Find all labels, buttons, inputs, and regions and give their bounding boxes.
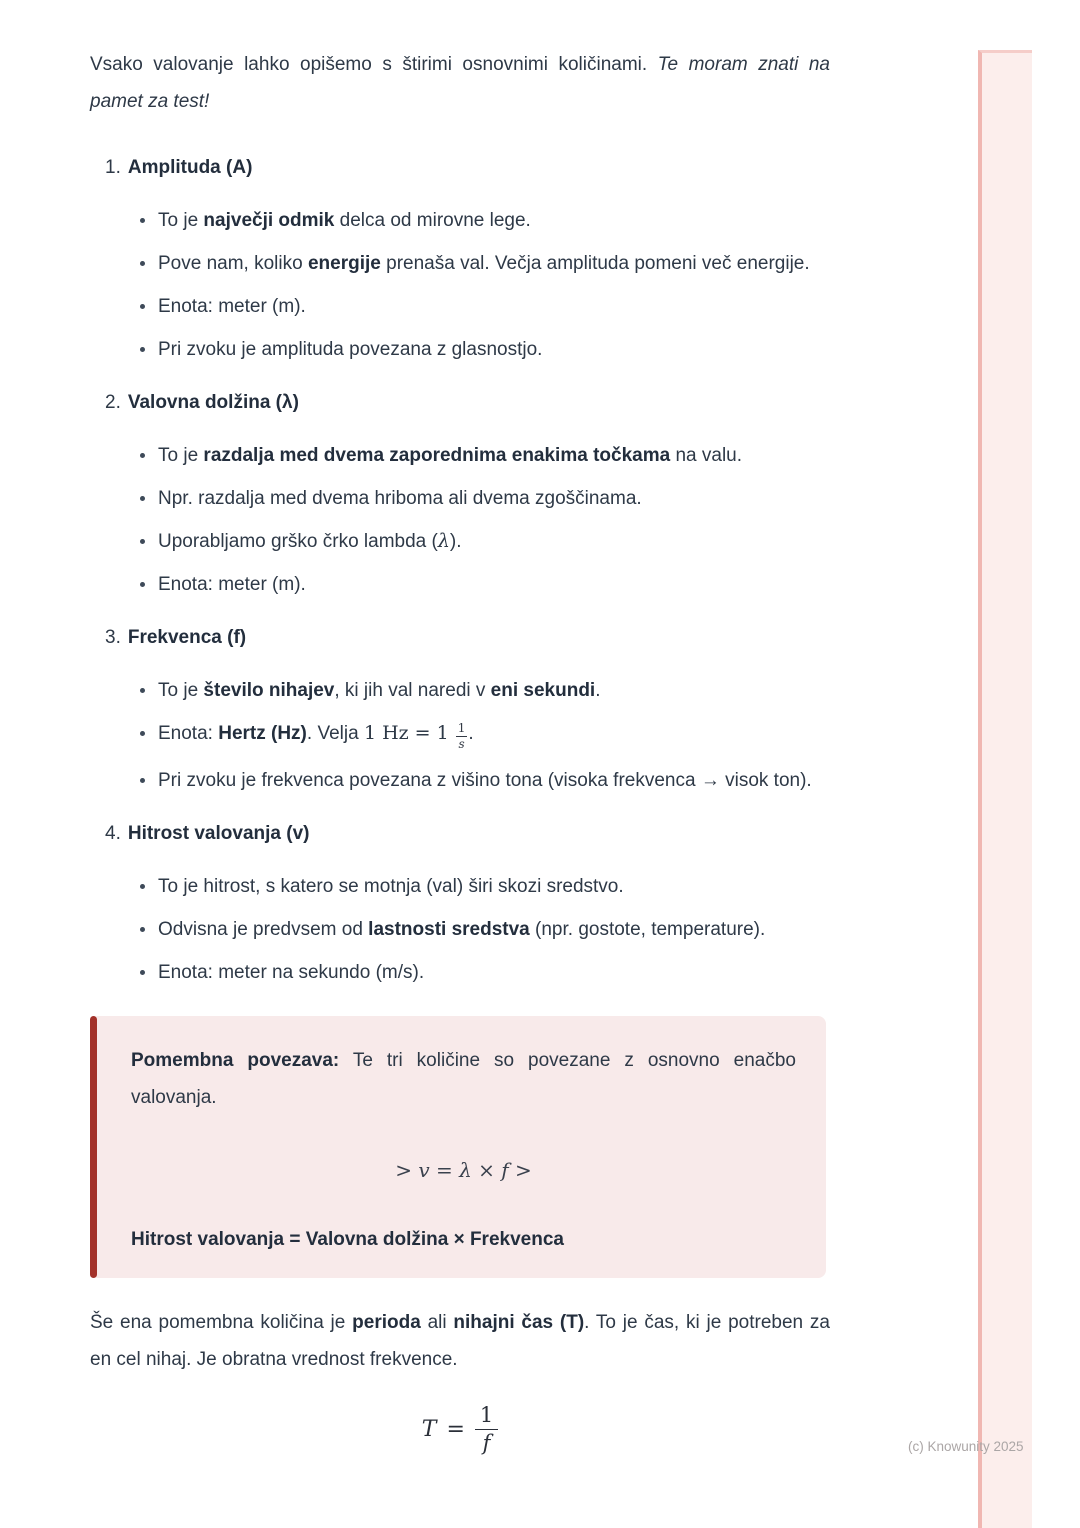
var-T: T xyxy=(421,1416,437,1442)
section-title: Valovna dolžina (λ) xyxy=(127,392,299,413)
hz-equation: 1 Hz = 1 xyxy=(363,722,455,744)
list-item: Odvisna je predvsem od lastnosti sredstva (npr. gostote, temperature). xyxy=(158,916,830,943)
list-item: Enota: meter (m). xyxy=(158,571,830,598)
callout-box xyxy=(90,1016,826,1278)
list-item: To je hitrost, s katero se motnja (val) širi skozi sredstvo. xyxy=(158,873,830,900)
section-amplituda xyxy=(90,154,830,363)
page-edge-stripe xyxy=(978,50,1032,1528)
section-number: 4. xyxy=(105,822,121,844)
section-heading xyxy=(90,820,830,847)
list-item: Pri zvoku je frekvenca povezana z višino tona (visoka frekvenca → visok ton). xyxy=(158,767,830,794)
callout-lead-bold: Pomembna povezava: xyxy=(131,1049,340,1071)
section-title: Hitrost valovanja (v) xyxy=(127,822,310,844)
section-number: 1. xyxy=(105,157,121,178)
list-item: Enota: meter na sekundo (m/s). xyxy=(158,959,830,986)
list-item: Pri zvoku je amplituda povezana z glasnostjo. xyxy=(158,336,830,363)
bullet-list xyxy=(90,873,830,986)
list-item: Enota: meter (m). xyxy=(158,293,830,320)
wave-equation: > v = λ × f > xyxy=(395,1157,532,1182)
list-item: To je razdalja med dvema zaporednima enakima točkama na valu. xyxy=(158,442,830,469)
outro-paragraph: Še ena pomembna količina je perioda ali nihajni čas (T). To je čas, ki je potreben za en cel nihaj. Je obratna vrednost frekvence. xyxy=(90,1311,830,1370)
intro-emphasis: Te moram znati na pamet za test! xyxy=(90,54,830,112)
fraction-one-over-s: $\frac{1}{s}$ xyxy=(457,721,466,751)
var-lambda: λ xyxy=(459,1157,472,1182)
var-f: f xyxy=(501,1157,509,1182)
intro-paragraph xyxy=(90,46,830,120)
callout-lead: Pomembna povezava: Te tri količine so povezane z osnovno enačbo valovanja. xyxy=(131,1049,796,1108)
callout-summary: Hitrost valovanja = Valovna dolžina × Frekvenca xyxy=(131,1228,564,1250)
list-item: To je največji odmik delca od mirovne lege. xyxy=(158,207,830,234)
section-number: 2. xyxy=(105,392,121,413)
section-hitrost-valovanja xyxy=(90,820,830,986)
section-title: Frekvenca (f) xyxy=(127,627,247,648)
list-item: To je število nihajev, ki jih val naredi v eni sekundi. xyxy=(158,677,830,704)
section-title: Amplituda (A) xyxy=(127,157,253,178)
list-item: Enota: Hertz (Hz). Velja 1 Hz = 1 $\frac{1}{s}$ . xyxy=(158,720,830,751)
section-frekvenca xyxy=(90,624,830,794)
section-heading xyxy=(90,389,830,416)
lambda-symbol: λ xyxy=(437,530,450,552)
fraction-one-over-f: $\frac{1}{f}$ xyxy=(475,1404,498,1455)
list-item: Uporabljamo grško črko lambda (λ). xyxy=(158,528,830,555)
equals-sign: = xyxy=(446,1416,465,1442)
var-v: v xyxy=(418,1157,430,1182)
bullet-list xyxy=(90,207,830,363)
period-formula xyxy=(90,1404,830,1455)
section-number: 3. xyxy=(105,627,121,648)
document-content xyxy=(90,0,830,1455)
bullet-list xyxy=(90,442,830,598)
intro-text: Vsako valovanje lahko opišemo s štirimi osnovnimi količinami. xyxy=(90,54,648,75)
watermark: (c) Knowunity 2025 xyxy=(908,1439,1024,1454)
section-heading xyxy=(90,624,830,651)
list-item: Npr. razdalja med dvema hriboma ali dvema zgoščinama. xyxy=(158,485,830,512)
section-heading xyxy=(90,154,830,181)
bullet-list xyxy=(90,677,830,794)
section-valovna-dolzina xyxy=(90,389,830,598)
list-item: Pove nam, koliko energije prenaša val. Večja amplituda pomeni več energije. xyxy=(158,250,830,277)
